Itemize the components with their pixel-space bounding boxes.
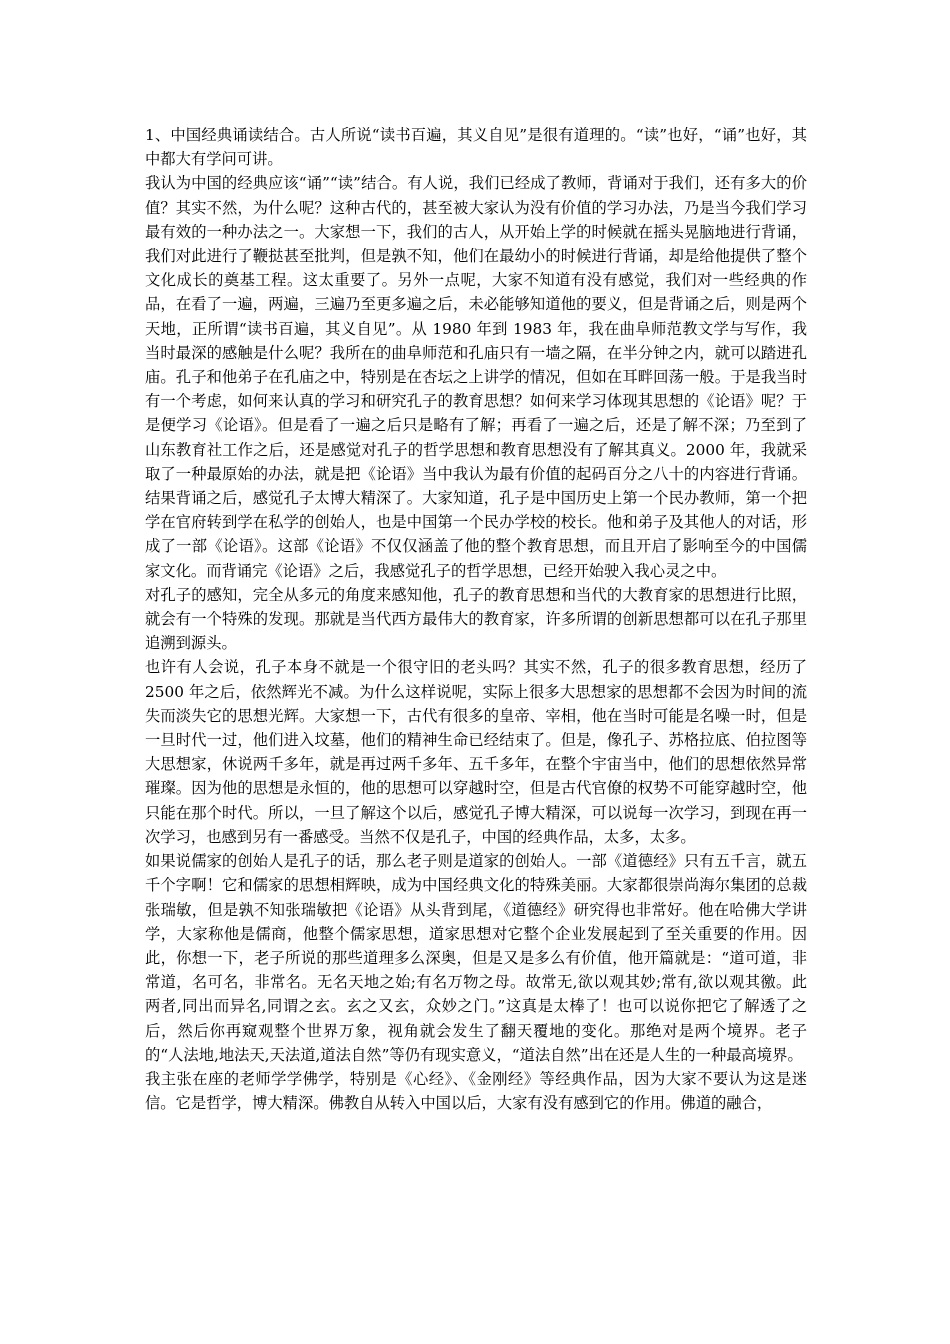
- paragraph-buddhist-classics: 我主张在座的老师学学佛学，特别是《心经》、《金刚经》等经典作品，因为大家不要认为这是迷信。它是哲学，博大精深。佛教自从转入中国以后，大家有没有感到它的作用。佛道的融合，: [145, 1069, 807, 1113]
- paragraph-classics-recitation-heading: 1、中国经典诵读结合。古人所说“读书百遍，其义自见”是很有道理的。“读”也好，“诵”也好，其中都大有学问可讲。: [145, 126, 807, 169]
- document-page: [145, 123, 807, 1115]
- paragraph-confucius-perception: 对孔子的感知，完全从多元的角度来感知他，孔子的教育思想和当代的大教育家的思想进行比照，就会有一个特殊的发现。那就是当代西方最伟大的教育家，许多所谓的创新思想都可以在孔子那里追溯到源头。: [145, 585, 807, 653]
- paragraph-recitation-value: 我认为中国的经典应该“诵”“读”结合。有人说，我们已经成了教师，背诵对于我们，还有多大的价值？其实不然，为什么呢？这种古代的，甚至被大家认为没有价值的学习办法，乃是当今我们学习最有效的一种办法之一。大家想一下，我们的古人，从开始上学的时候就在摇头晃脑地进行背诵，我们对此进行了鞭挞甚至批判，但是孰不知，他们在最幼小的时候进行背诵，却是给他提供了整个文化成长的奠基工程。这太重要了。另外一点呢，大家不知道有没有感觉，我们对一些经典的作品，在看了一遍，两遍，三遍乃至更多遍之后，未必能够知道他的要义，但是背诵之后，则是两个天地，正所谓“读书百遍，其义自见”。从 1980 年到 1983 年，我在曲阜师范教文学与写作，我当时最深的感触是什么呢？我所在的曲阜师范和孔庙只有一墙之隔，在半分钟之内，就可以踏进孔庙。孔子和他弟子在孔庙之中，特别是在杏坛之上讲学的情况，但如在耳畔回荡一般。于是我当时有一个考虑，如何来认真的学习和研究孔子的教育思想？如何来学习体现其思想的《论语》呢？于是便学习《论语》。但是看了一遍之后只是略有了解；再看了一遍之后，还是了解不深；乃至到了山东教育社工作之后，还是感觉对孔子的哲学思想和教育思想没有了解其真义。2000 年，我就采取了一种最原始的办法，就是把《论语》当中我认为最有价值的起码百分之八十的内容进行背诵。结果背诵之后，感觉孔子太博大精深了。大家知道，孔子是中国历史上第一个民办教师，第一个把学在官府转到学在私学的创始人，也是中国第一个民办学校的校长。他和弟子及其他人的对话，形成了一部《论语》。这部《论语》不仅仅涵盖了他的整个教育思想，而且开启了影响至今的中国儒家文化。而背诵完《论语》之后，我感觉孔子的哲学思想，已经开始驶入我心灵之中。: [145, 174, 807, 580]
- paragraph-laozi-daodejing: 如果说儒家的创始人是孔子的话，那么老子则是道家的创始人。一部《道德经》只有五千言，就五千个字啊！它和儒家的思想相辉映，成为中国经典文化的特殊美丽。大家都很崇尚海尔集团的总裁张瑞敏，但是孰不知张瑞敏把《论语》从头背到尾，《道德经》研究得也非常好。他在哈佛大学讲学，大家称他是儒商，他整个儒家思想，道家思想对它整个企业发展起到了至关重要的作用。因此，你想一下，老子所说的那些道理多么深奥，但是又是多么有价值，他开篇就是：“道可道，非常道，名可名，非常名。无名天地之始;有名万物之母。故常无,欲以观其妙;常有,欲以观其徼。此两者,同出而异名,同谓之玄。玄之又玄，众妙之门。”这真是太棒了！也可以说你把它了解透了之后，然后你再窥观整个世界万象，视角就会发生了翻天覆地的变化。那绝对是两个境界。老子的“人法地,地法天,天法道,道法自然”等仍有现实意义，“道法自然”出在还是人生的一种最高境界。: [145, 852, 807, 1064]
- paragraph-confucius-enduring: 也许有人会说，孔子本身不就是一个很守旧的老头吗？其实不然，孔子的很多教育思想，经历了 2500 年之后，依然辉光不减。为什么这样说呢，实际上很多大思想家的思想都不会因为时间的流失而淡失它的思想光辉。大家想一下，古代有很多的皇帝、宰相，他在当时可能是名噪一时，但是一旦时代一过，他们进入坟墓，他们的精神生命已经结束了。但是，像孔子、苏格拉底、伯拉图等大思想家，休说两千多年，就是再过两千多年、五千多年，在整个宇宙当中，他们的思想依然异常璀璨。因为他的思想是永恒的，他的思想可以穿越时空，但是古代官僚的权势不可能穿越时空，他只能在那个时代。所以，一旦了解这个以后，感觉孔子博大精深，可以说每一次学习，到现在再一次学习，也感到另有一番感受。当然不仅是孔子，中国的经典作品，太多，太多。: [145, 658, 807, 846]
